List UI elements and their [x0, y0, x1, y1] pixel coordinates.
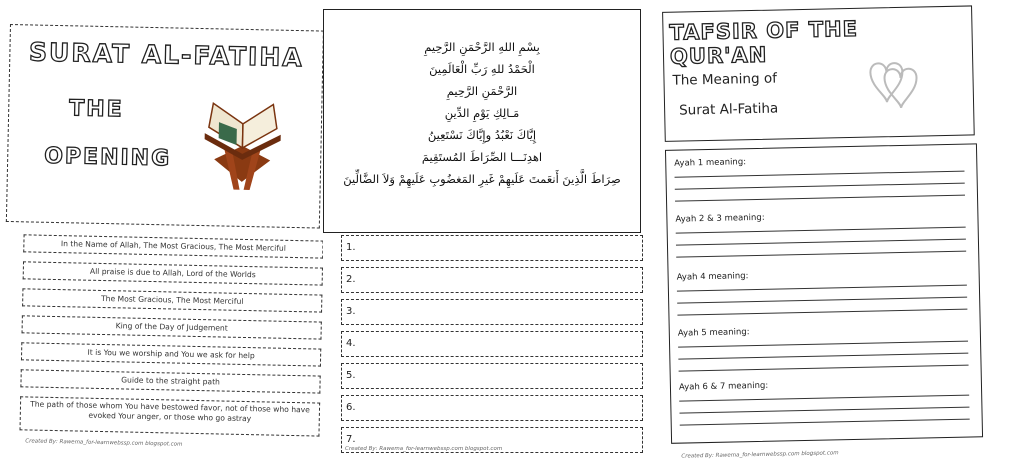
write-line — [676, 227, 966, 234]
write-line — [675, 195, 965, 202]
quran-on-stand-icon — [194, 89, 292, 191]
write-line — [680, 419, 970, 426]
arabic-line-1: بِسْمِ اللهِ الرَّحْمَنِ الرَّحِيمِ — [424, 40, 540, 54]
write-line — [676, 251, 966, 258]
translation-row-1: In the Name of Allah, The Most Gracious, The Most Merciful — [23, 234, 323, 258]
arabic-line-7: صِرَاطَ الَّذِينَ أَنعَمتَ عَلَيهِمْ غَيرِ المَغضُوبِ عَلَيهِمْ وَلاَ الضَّالِّينَ — [343, 172, 621, 186]
arabic-text-panel — [323, 9, 641, 233]
left-page — [1, 24, 328, 451]
right-page — [658, 1, 997, 458]
ayah-label-5: Ayah 6 & 7 meaning: — [678, 380, 769, 393]
left-credit: Created By: Rawema_for-learnwebssp.com blogspot.com — [25, 438, 183, 448]
write-line — [678, 353, 968, 360]
translation-row-4: King of the Day of Judgement — [22, 315, 322, 339]
middle-page — [323, 9, 645, 455]
arabic-line-5: إِيَّاكَ نَعْبُدُ وإِيَّاكَ نَسْتَعِينُ — [427, 128, 537, 142]
numbered-line-7: 7. — [341, 427, 643, 453]
write-line — [678, 341, 968, 348]
numbered-line-3: 3. — [341, 299, 643, 325]
arabic-line-3: الرَّحْمَنِ الرَّحِيمِ — [446, 84, 518, 98]
translation-row-7: The path of those whom You have bestowed favor, not of those who have evoked Your anger, or those who go astray — [19, 396, 320, 436]
translation-row-3: The Most Gracious, The Most Merciful — [22, 288, 322, 312]
numbered-line-2: 2. — [341, 267, 643, 293]
right-credit: Created By: Rawema_for-learnwebssp.com blogspot.com — [681, 450, 839, 460]
ayah-label-4: Ayah 5 meaning: — [677, 327, 750, 339]
translation-row-2: All praise is due to Allah, Lord of the Worlds — [23, 261, 323, 285]
ayah-label-3: Ayah 4 meaning: — [676, 271, 749, 283]
numbered-lines — [341, 235, 643, 459]
write-line — [677, 285, 967, 292]
arabic-line-2: الْحَمْدُ للهِ رَبِّ الْعَالَمِينَ — [429, 62, 535, 76]
write-line — [675, 183, 965, 190]
arabic-line-6: اهدِنَـــا الصِّرَاطَ المُستَقِيمَ — [421, 150, 543, 164]
write-line — [679, 365, 969, 372]
translation-row-5: It is You we worship and You we ask for help — [21, 342, 321, 366]
interlocked-hearts-icon — [850, 53, 927, 115]
numbered-line-1: 1. — [341, 235, 643, 261]
write-line — [679, 407, 969, 414]
cover-title: SURAT AL-FATIHA — [28, 37, 304, 73]
tafsir-subtitle-2: Surat Al-Fatiha — [678, 100, 779, 119]
arabic-text — [324, 36, 640, 190]
numbered-line-4: 4. — [341, 331, 643, 357]
tafsir-subtitle-1: The Meaning of — [672, 70, 778, 89]
cover-panel — [6, 24, 324, 229]
numbered-line-6: 6. — [341, 395, 643, 421]
tafsir-title: TAFSIR OF THE QUR'AN — [669, 16, 859, 69]
cover-subtitle-opening: OPENING — [43, 143, 172, 172]
write-line — [675, 171, 965, 178]
tafsir-header-panel — [662, 5, 975, 141]
ayah-label-2: Ayah 2 & 3 meaning: — [675, 212, 765, 225]
write-line — [679, 395, 969, 402]
translation-row-6: Guide to the straight path — [20, 369, 320, 393]
cover-subtitle-the: THE — [68, 96, 124, 123]
ayah-meanings-panel — [665, 143, 983, 443]
arabic-line-4: مَـالِكِ يَوْمِ الدِّينِ — [444, 106, 520, 120]
write-line — [676, 239, 966, 246]
write-line — [677, 309, 967, 316]
middle-credit: Created By: Rawema_for-learnwebssp.com blogspot.com — [345, 446, 503, 452]
translation-list — [19, 234, 323, 448]
write-line — [677, 297, 967, 304]
ayah-label-1: Ayah 1 meaning: — [674, 157, 747, 169]
numbered-line-5: 5. — [341, 363, 643, 389]
